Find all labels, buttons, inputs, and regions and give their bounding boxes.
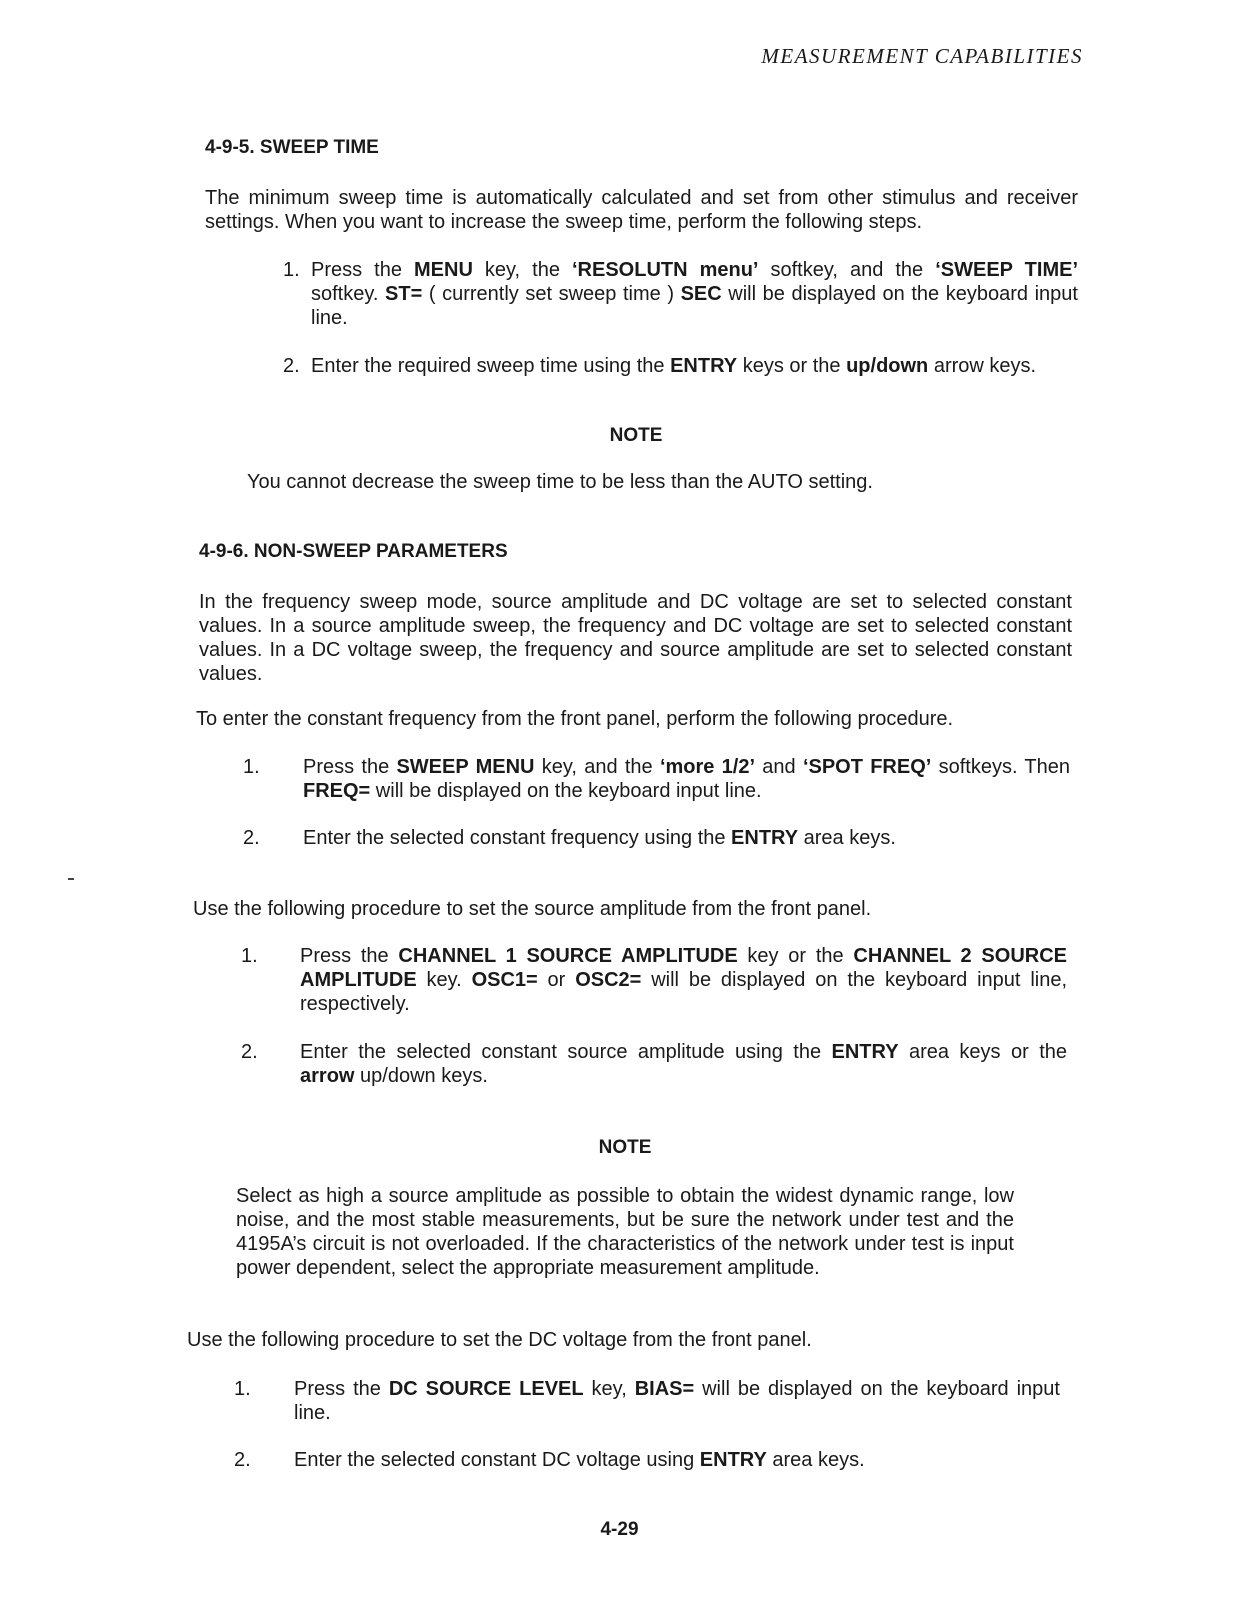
non-sweep-intro: In the frequency sweep mode, source amplitude and DC voltage are set to selected constant values. In a source amplitude sweep, the frequency and DC voltage are set to selected constant values. In a DC voltage sweep, the frequency and source amplitude are set to selected constant values. — [199, 591, 1072, 685]
step-text: Enter the selected constant frequency using the ENTRY area keys. — [303, 827, 896, 849]
note-text: Select as high a source amplitude as possible to obtain the widest dynamic range, low noise, and the most stable measurements, but be sure the network under test and the 4195A’s circuit is not overloaded. If the characteristics of the network under test is input power dependent, select the appropriate measurement amplitude. — [236, 1185, 1014, 1279]
section-heading-sweep-time: 4-9-5. SWEEP TIME — [205, 137, 379, 158]
step-text: Press the CHANNEL 1 SOURCE AMPLITUDE key or the CHANNEL 2 SOURCE AMPLITUDE key. OSC1= or OSC2= will be displayed on the keyboard input line, respectively. — [300, 945, 1068, 1015]
sweep-time-intro: The minimum sweep time is automatically calculated and set from other stimulus and receiver settings. When you want to increase the sweep time, perform the following steps. — [205, 187, 1078, 233]
step-text: Enter the required sweep time using the ENTRY keys or the up/down arrow keys. — [311, 355, 1037, 377]
step-number: 2. — [283, 355, 300, 377]
step-number: 1. — [241, 945, 258, 967]
dc-step-1 — [234, 1377, 1060, 1425]
scan-mark — [68, 878, 74, 880]
frequency-procedure-intro: To enter the constant frequency from the front panel, perform the following procedure. — [196, 708, 954, 730]
sweep-time-step-2 — [283, 354, 1078, 378]
page-number: 4-29 — [600, 1519, 639, 1540]
step-number: 1. — [243, 756, 260, 778]
note-text: You cannot decrease the sweep time to be less than the AUTO setting. — [247, 471, 873, 493]
step-text: Press the MENU key, the ‘RESOLUTN menu’ softkey, and the ‘SWEEP TIME’ softkey. ST= ( currently set sweep time ) SEC will be displayed on the keyboard input line. — [311, 259, 1078, 329]
step-number: 1. — [234, 1378, 251, 1400]
frequency-step-2 — [243, 826, 1070, 850]
step-number: 1. — [283, 259, 300, 281]
step-number: 2. — [241, 1041, 258, 1063]
dc-procedure-intro: Use the following procedure to set the DC voltage from the front panel. — [187, 1329, 812, 1351]
step-text: Enter the selected constant DC voltage using ENTRY area keys. — [294, 1449, 865, 1471]
amplitude-procedure-intro: Use the following procedure to set the source amplitude from the front panel. — [193, 898, 872, 920]
running-header: MEASUREMENT CAPABILITIES — [761, 44, 1083, 68]
step-text: Enter the selected constant source amplitude using the ENTRY area keys or the arrow up/down keys. — [300, 1041, 1067, 1087]
sweep-time-step-1 — [283, 258, 1078, 330]
amplitude-step-2 — [241, 1040, 1067, 1088]
step-text: Press the DC SOURCE LEVEL key, BIAS= will be displayed on the keyboard input line. — [294, 1378, 1060, 1424]
step-number: 2. — [243, 827, 260, 849]
step-number: 2. — [234, 1449, 251, 1471]
dc-step-2 — [234, 1448, 1060, 1472]
note-title: NOTE — [609, 425, 663, 446]
step-text: Press the SWEEP MENU key, and the ‘more 1/2’ and ‘SPOT FREQ’ softkeys. Then FREQ= will be displayed on the keyboard input line. — [303, 756, 1070, 802]
section-heading-non-sweep-parameters: 4-9-6. NON-SWEEP PARAMETERS — [199, 541, 508, 562]
frequency-step-1 — [243, 755, 1070, 803]
note-title: NOTE — [598, 1137, 652, 1158]
amplitude-step-1 — [241, 944, 1067, 1016]
